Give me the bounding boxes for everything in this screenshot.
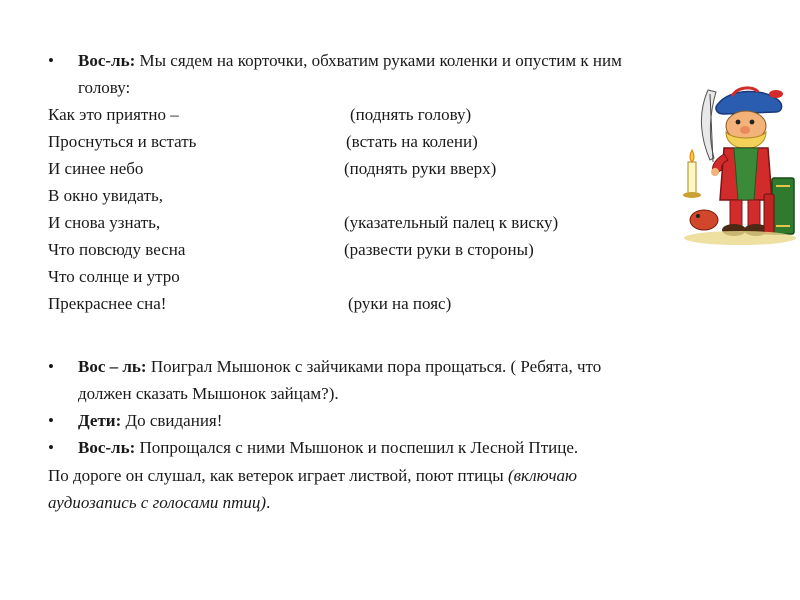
- poem-action: (встать на колени): [346, 132, 478, 151]
- speaker-label: Дети:: [78, 411, 122, 430]
- poem-action: (руки на пояс): [348, 294, 452, 313]
- poem-row: [48, 290, 648, 317]
- bullet-text-body: Попрощался с ними Мышонок и поспешил к Лесной Птице.: [135, 438, 579, 457]
- poem-verse: И синее небо: [48, 159, 144, 178]
- bullet-item-farewell-question: [48, 353, 688, 380]
- closing-paragraph-line2: [48, 489, 270, 516]
- closing-paragraph-line1: [48, 462, 577, 489]
- poem-action: (поднять голову): [350, 105, 472, 124]
- poem-row: [48, 236, 648, 263]
- closing-italic-note: аудиозапись с голосами птиц): [48, 493, 267, 512]
- closing-text: По дороге он слушал, как ветерок играет листвой, поют птицы: [48, 466, 508, 485]
- bullet-item-teacher: [48, 434, 688, 461]
- bullet-item-children: [48, 407, 688, 434]
- bullet-text-line1: Мы сядем на корточки, обхватим руками коленки и опустим к ним: [135, 51, 622, 70]
- bullet-text: [78, 353, 688, 380]
- bullet-marker: •: [48, 51, 54, 70]
- poem-verse: И снова узнать,: [48, 213, 161, 232]
- bullet-item-intro: [48, 47, 688, 74]
- poem-verse: В окно увидать,: [48, 186, 164, 205]
- speaker-label: Вос-ль:: [78, 438, 136, 457]
- speaker-label: Вос – ль:: [78, 357, 147, 376]
- gnome-illustration: [680, 82, 800, 247]
- poem-row: [48, 182, 648, 209]
- bullet-text-line2: должен сказать Мышонок зайцам?).: [78, 384, 339, 403]
- closing-period: .: [266, 493, 271, 512]
- bullet-marker: •: [48, 438, 54, 457]
- poem-verse: Проснуться и встать: [48, 132, 197, 151]
- bullet-text-line1: Поиграл Мышонок с зайчиками пора прощаться. ( Ребята, что: [146, 357, 602, 376]
- poem-verse: Прекраснее сна!: [48, 294, 167, 313]
- bullet-marker: •: [48, 411, 54, 430]
- poem-row: [48, 155, 648, 182]
- bullet-text: [78, 407, 688, 434]
- poem-verse: Как это приятно –: [48, 105, 179, 124]
- speaker-label: Вос-ль:: [78, 51, 136, 70]
- bullet-text: [78, 47, 688, 74]
- bullet-marker: •: [48, 357, 54, 376]
- poem-row: [48, 128, 648, 155]
- poem-row: [48, 101, 648, 128]
- poem-verse: Что солнце и утро: [48, 267, 180, 286]
- poem-action: (указательный палец к виску): [344, 213, 559, 232]
- poem-row: [48, 263, 648, 290]
- bullet-text-body: До свидания!: [121, 411, 223, 430]
- poem-action: (поднять руки вверх): [344, 159, 497, 178]
- poem-row: [48, 209, 648, 236]
- closing-italic-note: (включаю: [507, 466, 578, 485]
- bullet-text-line2: голову:: [78, 78, 131, 97]
- poem-action: (развести руки в стороны): [344, 240, 534, 259]
- poem-verse: Что повсюду весна: [48, 240, 186, 259]
- bullet-text: [78, 434, 688, 461]
